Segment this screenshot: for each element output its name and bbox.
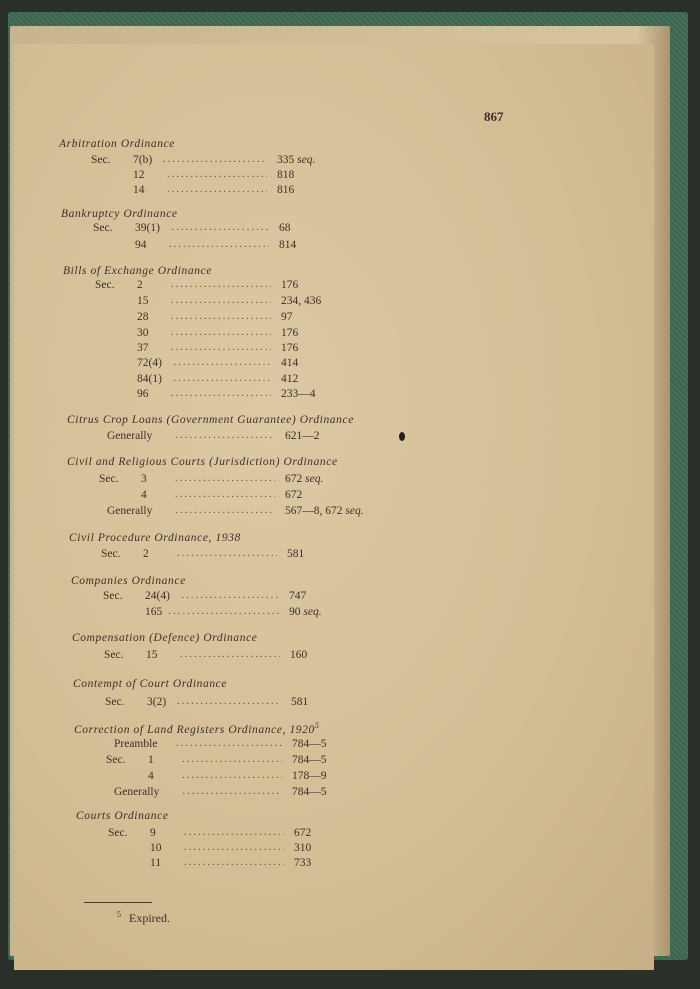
- entry-label: Sec.: [103, 590, 123, 602]
- leader-dots: [176, 430, 276, 444]
- page-reference: 784—5: [292, 786, 327, 798]
- index-entry: [14, 295, 614, 309]
- section-number: 15: [146, 649, 158, 661]
- leader-dots: [171, 388, 271, 402]
- entry-label: Sec.: [104, 649, 124, 661]
- leader-dots: [184, 842, 284, 856]
- index-entry: [14, 770, 614, 784]
- entry-label: Sec.: [99, 473, 119, 485]
- entry-label: Sec.: [108, 827, 128, 839]
- index-entry: [14, 279, 614, 293]
- page-reference: 90 seq.: [289, 606, 322, 618]
- seq-marker: seq.: [345, 505, 364, 517]
- entry-label: Sec.: [106, 754, 126, 766]
- section-number: 2: [137, 279, 143, 291]
- entry-label: Sec.: [93, 222, 113, 234]
- page-reference: 176: [281, 279, 299, 291]
- leader-dots: [169, 606, 280, 620]
- index-entry: [14, 649, 614, 663]
- index-entry: [14, 786, 614, 800]
- section-number: 3(2): [147, 696, 167, 708]
- page-reference: 160: [290, 649, 308, 661]
- page-reference: 412: [281, 373, 299, 385]
- section-title: Civil Procedure Ordinance, 1938: [69, 532, 241, 544]
- section-number: 84(1): [137, 373, 162, 385]
- index-entry: [14, 311, 614, 325]
- index-entry: [14, 590, 614, 604]
- index-entry: [14, 857, 614, 871]
- page-number: 867: [484, 109, 504, 124]
- leader-dots: [171, 327, 271, 341]
- leader-dots: [176, 505, 276, 519]
- section-number: 4: [148, 770, 154, 782]
- section-number: 1: [148, 754, 154, 766]
- leader-dots: [171, 311, 271, 325]
- leader-dots: [171, 342, 271, 356]
- page-reference: 672: [285, 489, 303, 501]
- section-number: 10: [150, 842, 162, 854]
- section-number: 2: [143, 548, 149, 560]
- index-entry: [14, 169, 614, 183]
- footnote-text: Expired.: [129, 911, 170, 925]
- section-number: 72(4): [137, 357, 162, 369]
- leader-dots: [183, 786, 283, 800]
- leader-dots: [172, 222, 270, 236]
- page-reference: 233—4: [281, 388, 316, 400]
- section-title: Arbitration Ordinance: [59, 138, 175, 150]
- page-reference: 784—5: [292, 754, 327, 766]
- section-number: 94: [135, 239, 147, 251]
- index-entry: [14, 738, 614, 752]
- page-reference: 310: [294, 842, 312, 854]
- section-title: Civil and Religious Courts (Jurisdiction) Ordinance: [67, 456, 338, 468]
- entry-label: Sec.: [95, 279, 115, 291]
- leader-dots: [182, 754, 282, 768]
- index-entry: [14, 342, 614, 356]
- page-reference: 672 seq.: [285, 473, 324, 485]
- page-reference: 414: [281, 357, 299, 369]
- page-reference: 733: [294, 857, 312, 869]
- index-entry: [14, 842, 614, 856]
- page-edges: [10, 26, 670, 956]
- page-reference: 581: [287, 548, 305, 560]
- index-entry: [14, 239, 614, 253]
- section-number: 165: [145, 606, 163, 618]
- page-reference: 818: [277, 169, 295, 181]
- page-reference: 68: [279, 222, 291, 234]
- entry-label: Generally: [107, 430, 153, 442]
- page-reference: 97: [281, 311, 293, 323]
- section-title: Citrus Crop Loans (Government Guarantee) Ordinance: [67, 414, 354, 426]
- entry-label: Preamble: [114, 738, 158, 750]
- section-number: 14: [133, 184, 145, 196]
- leader-dots: [167, 184, 267, 198]
- page-reference: 814: [279, 239, 297, 251]
- seq-marker: seq.: [305, 473, 324, 485]
- leader-dots: [182, 590, 280, 604]
- section-number: 7(b): [133, 154, 153, 166]
- footnote-ref: 5: [314, 721, 320, 730]
- leader-dots: [174, 357, 272, 371]
- page-reference: 176: [281, 327, 299, 339]
- index-entry: [14, 373, 614, 387]
- section-number: 37: [137, 342, 149, 354]
- section-number: 30: [137, 327, 149, 339]
- section-number: 11: [150, 857, 162, 869]
- leader-dots: [167, 169, 267, 183]
- page-reference: 176: [281, 342, 299, 354]
- section-title: Contempt of Court Ordinance: [73, 678, 228, 690]
- page-reference: 816: [277, 184, 295, 196]
- index-entry: [14, 473, 614, 487]
- footnote: [117, 910, 170, 926]
- entry-label: Generally: [107, 505, 153, 517]
- section-title: Bankruptcy Ordinance: [61, 208, 178, 220]
- index-entry: [14, 154, 614, 168]
- leader-dots: [169, 239, 269, 253]
- index-entry: [14, 222, 614, 236]
- index-entry: [14, 184, 614, 198]
- leader-dots: [184, 857, 284, 871]
- index-entry: [14, 696, 614, 710]
- leader-dots: [180, 649, 280, 663]
- page-reference: 784—5: [292, 738, 327, 750]
- section-number: 96: [137, 388, 149, 400]
- leader-dots: [171, 279, 271, 293]
- section-title: Bills of Exchange Ordinance: [63, 265, 212, 277]
- index-page: [14, 44, 654, 970]
- section-title: Courts Ordinance: [76, 810, 169, 822]
- page-reference: 178—9: [292, 770, 327, 782]
- entry-label: Sec.: [101, 548, 121, 560]
- entry-label: Sec.: [91, 154, 111, 166]
- seq-marker: seq.: [303, 606, 322, 618]
- section-number: 3: [141, 473, 147, 485]
- section-number: 24(4): [145, 590, 170, 602]
- entry-label: Sec.: [105, 696, 125, 708]
- page-reference: 234, 436: [281, 295, 322, 307]
- leader-dots: [177, 696, 281, 710]
- leader-dots: [163, 154, 267, 168]
- index-entry: [14, 827, 614, 841]
- leader-dots: [176, 738, 282, 752]
- leader-dots: [177, 548, 277, 562]
- index-entry: [14, 548, 614, 562]
- section-number: 28: [137, 311, 149, 323]
- section-number: 9: [150, 827, 156, 839]
- index-entry: [14, 430, 614, 444]
- index-entry: [14, 505, 614, 519]
- seq-marker: seq.: [297, 154, 316, 166]
- leader-dots: [175, 473, 275, 487]
- section-number: 39(1): [135, 222, 160, 234]
- footnote-marker: 5: [117, 910, 121, 919]
- index-entry: [14, 388, 614, 402]
- section-title: Correction of Land Registers Ordinance, 1920$^5$: [74, 721, 320, 736]
- page-reference: 335 seq.: [277, 154, 316, 166]
- index-entry: [14, 489, 614, 503]
- index-entry: [14, 754, 614, 768]
- page-reference: 672: [294, 827, 312, 839]
- footnote-rule: [84, 902, 152, 903]
- leader-dots: [182, 770, 282, 784]
- leader-dots: [174, 373, 272, 387]
- page-reference: 567—8, 672 seq.: [285, 505, 364, 517]
- leader-dots: [171, 295, 271, 309]
- section-title: Compensation (Defence) Ordinance: [72, 632, 258, 644]
- index-entry: [14, 606, 614, 620]
- section-number: 12: [133, 169, 145, 181]
- page-reference: 747: [289, 590, 307, 602]
- section-number: 15: [137, 295, 149, 307]
- leader-dots: [175, 489, 275, 503]
- section-number: 4: [141, 489, 147, 501]
- page-reference: 581: [291, 696, 309, 708]
- ink-mark: [399, 432, 405, 441]
- page-reference: 621—2: [285, 430, 320, 442]
- entry-label: Generally: [114, 786, 160, 798]
- index-entry: [14, 357, 614, 371]
- leader-dots: [184, 827, 284, 841]
- section-title: Companies Ordinance: [71, 575, 186, 587]
- index-entry: [14, 327, 614, 341]
